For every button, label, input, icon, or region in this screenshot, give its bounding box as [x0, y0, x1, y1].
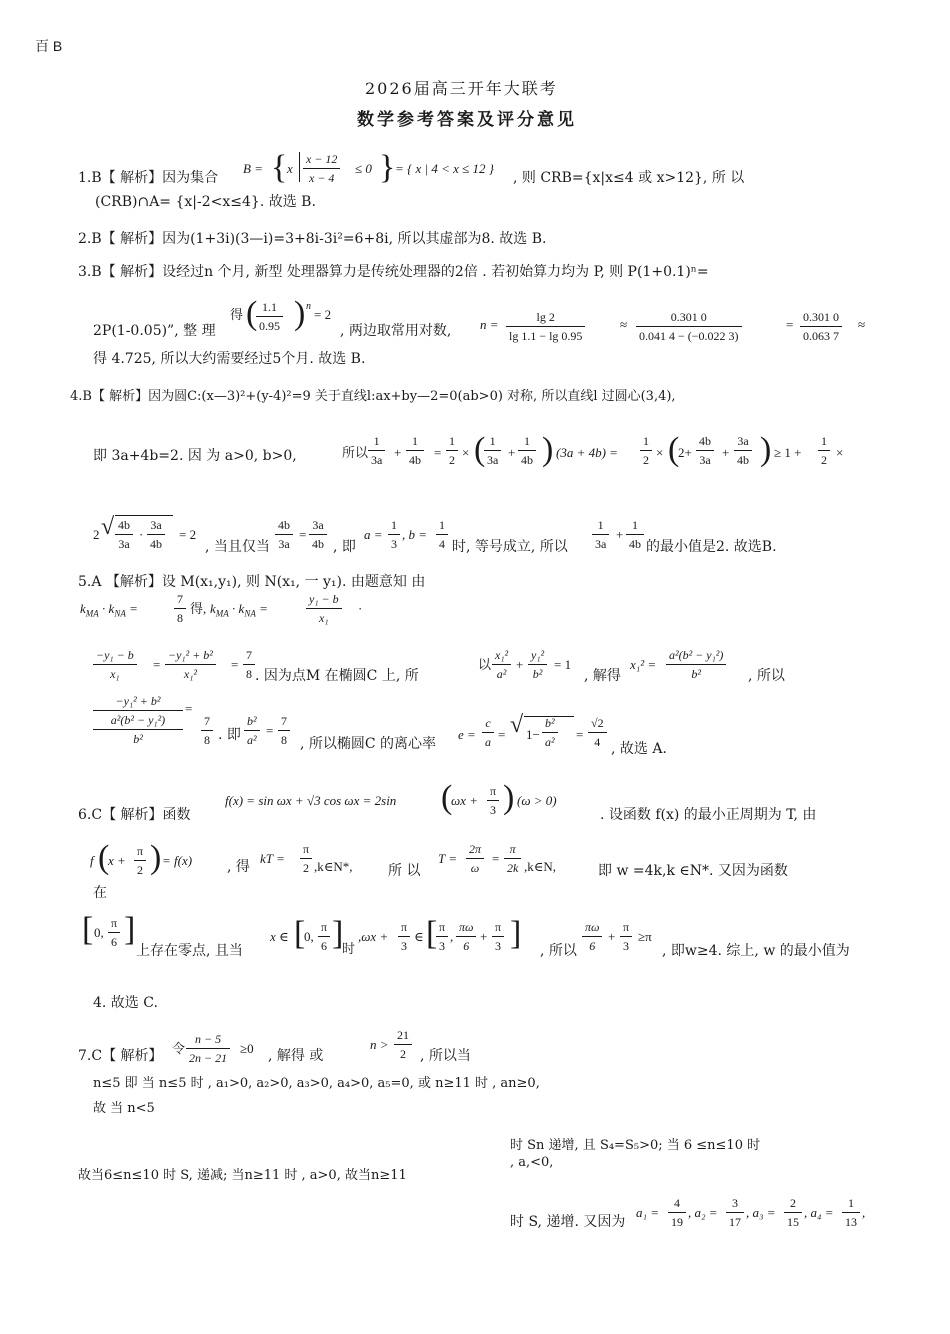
q7-line3: 故 当 n<5: [93, 1101, 155, 1116]
q7-formula-terms: a₁ = $\frac{4}{19}$ , a₂ = $\frac{3}{17}$ , a₃ = $\frac{2}{15}$ , a₄ = $\frac{1}{13}$ ,: [636, 1196, 866, 1229]
q5-line3a: . 因为点M 在椭圆C 上, 所: [255, 668, 419, 684]
q6-line3b: , 所以: [540, 943, 577, 959]
q6-lead: 6.C【 解析】函数: [78, 807, 191, 823]
corner-mark: 百 B: [35, 38, 63, 54]
q6-line3a: 上存在零点, 且当: [136, 943, 243, 959]
q7-line4: 时 Sn 递增, 且 S₄=S₅>0; 当 6 ≤n≤10 时: [510, 1138, 761, 1153]
q4-formula-ab: a = $\frac{1}{3}$ , b = $\frac{1}{4}$: [364, 514, 454, 554]
q6-line2c: 即 w =4k,k ∈N*. 又因为函数: [598, 863, 788, 879]
q5-formula-eccentricity: e = $\frac{c}{a}$ = √ 1− $\frac{\text{b²}}{\text{a²}}$ = $\frac{√2}{4}$: [458, 710, 614, 754]
q5-formula-compound: −y₁² + b² a²(b² − y₁²) b² = $\frac{7}{8}$: [93, 692, 218, 756]
page-subtitle: 数学参考答案及评分意见: [357, 110, 577, 130]
q4-line3a: , 当且仅当: [205, 539, 270, 555]
q6-formula-f: f(x) = sin ωx + √3 cos ωx = 2sin ( ωx + $\frac{\pi}{3}$ ) (ω > 0): [225, 779, 557, 817]
q6-formula-period: f ( x + $\frac{\pi}{2}$ ) = f(x): [90, 839, 193, 877]
q4-line3c: 时, 等号成立, 所以: [452, 539, 568, 555]
page-title: 2026届高三开年大联考: [365, 79, 558, 98]
q6-line2a: , 得: [227, 859, 250, 875]
q1-conclusion: (CRB)∩A= {x|-2<x≤4}. 故选 B.: [95, 194, 316, 210]
q5-line3c: , 所以: [748, 668, 785, 684]
q5-line4a: . 即: [218, 727, 241, 743]
q6-line2b: 所 以: [388, 863, 421, 879]
q4-formula-equal: $\frac{4b}{3a}$ = $\frac{3a}{4b}$: [275, 514, 335, 554]
q6-line3c: , 即w≥4. 综上, w 的最小值为: [662, 943, 850, 959]
q5-formula-slope: $k_{MA} \cdot k_{NA}$ = $\frac{7}{8}$ 得, $k_{MA} \cdot k_{NA}$ = $\frac{\text{y₁ − b}}{\text{x₁}}$ ·: [80, 592, 363, 625]
q6-formula-interval: [ 0, $\frac{\pi}{6}$ ]: [82, 911, 136, 949]
q5-formula-ellipse: 以 $\frac{\text{x₁²}}{\text{a²}}$ + $\frac{\text{y₁²}}{\text{b²}}$ = 1: [478, 648, 572, 681]
q6-conclusion: 4. 故选 C.: [93, 995, 158, 1011]
q5-line1: 5.A 【解析】设 M(x₁,y₁), 则 N(x₁, 一 y₁). 由题意知 由: [78, 574, 426, 590]
q7-formula-n: n > $\frac{21}{2}$: [370, 1024, 420, 1064]
q6-formula-T: T = $\frac{2\pi}{\omega}$ = $\frac{\pi}{2k}$ ,k∈N,: [438, 842, 557, 875]
q5-formula-ratio: $\frac{\text{b²}}{\text{a²}}$ = $\frac{7}{8}$: [244, 710, 300, 750]
q4-line1: 4.B【 解析】因为圆C:(x—3)²+(y-4)²=9 关于直线l:ax+by—2=0(ab>0) 对称, 所以直线l 过圆心(3,4),: [70, 389, 676, 404]
q3-log-text: , 两边取常用对数,: [340, 323, 452, 339]
q5-line4b: , 所以椭圆C 的离心率: [300, 736, 437, 752]
q6-formula-ineq: $\frac{\pi\omega}{6}$ + $\frac{\pi}{3}$ ≥π: [582, 914, 662, 956]
q3-formula-ratio: 得 ( $\frac{1.1}{0.95}$ ) n = 2: [230, 295, 332, 333]
q1-lead: 1.B【 解析】因为集合: [78, 170, 219, 186]
q6-formula-kT: kT = $\frac{\pi}{2}$ ,k∈N*,: [260, 842, 353, 875]
q7-line6: 故当6≤n≤10 时 S, 递减; 当n≥11 时 , a>0, 故当n≥11: [78, 1168, 407, 1183]
q7-line5: , a,<0,: [510, 1155, 554, 1170]
q7-lead: 7.C【 解析】: [78, 1048, 163, 1064]
q7-line1b: , 解得 或: [268, 1048, 324, 1064]
q4-formula-sqrt: 2 √ $\frac{4b}{3a}$ · $\frac{3a}{4b}$ = 2: [93, 514, 197, 551]
q6-formula-range: x ∈ [ 0, $\frac{\pi}{6}$ ] 时 ,ωx + $\frac{\pi}{3}$ ∈ [ $\frac{\pi}{3}$ , $\frac{\pi\omega}{6}$ + $\frac{\pi}{3}$ ]: [270, 915, 522, 956]
q7-line7a: 时 S, 递增. 又因为: [510, 1214, 626, 1230]
q3-conclusion: 得 4.725, 所以大约需要经过5个月. 故选 B.: [93, 351, 366, 367]
q7-line2: n≤5 即 当 n≤5 时 , a₁>0, a₂>0, a₃>0, a₄>0, a₅=0, 或 n≥11 时 , an≥0,: [93, 1076, 540, 1091]
q4-formula-expand: 所以 $\frac{1}{3a}$ + $\frac{1}{4b}$ = $\frac{1}{2}$ × ( $\frac{1}{3a}$ + $\frac{1}{4b}$ ) (3a + 4b) = $\frac{1}{2}$ × ( 2+ $\frac{4b}{3a}$ + $\frac{3a}{4b}$ ) ≥ 1 + $\frac{1}{2}$ ×: [342, 431, 844, 468]
q1-set-formula: B = { x $\frac{x - 12}{x - 4}$ ≤ 0 } = { x | 4 < x ≤ 12 }: [243, 149, 494, 186]
q5-line3b: , 解得: [584, 668, 621, 684]
q7-formula-ineq: 令 $\frac{n - 5}{2n - 21}$ ≥0: [172, 1032, 254, 1065]
q3-line2: 2P(1-0.05)”, 整 理: [93, 323, 216, 339]
q1-complement: , 则 CRB={x|x≤4 或 x>12}, 所 以: [513, 170, 745, 186]
q4-line3b: , 即: [333, 539, 356, 555]
q3-line1: 3.B【 解析】设经过n 个月, 新型 处理器算力是传统处理器的2倍 . 若初始算力均为 P, 则 P(1+0.1)ⁿ=: [78, 264, 709, 280]
q7-line1c: , 所以当: [420, 1048, 471, 1064]
q3-formula-log: n = $\frac{\lg 2}{\lg 1.1 - \lg 0.95}$ ≈ $\frac{0.301 0}{0.041 4 - (-0.022 3)}$ = $\frac{0.301 0}{0.063 7}$ ≈: [480, 310, 866, 343]
q6-line2d: 在: [93, 885, 107, 901]
q5-formula-product: $\frac{\text{−y₁ − b}}{\text{x₁}}$ = $\frac{\text{−y₁² + b²}}{\text{x₁²}}$ = $\frac{7}{8}$: [93, 644, 273, 684]
q6-line1b: . 设函数 f(x) 的最小正周期为 T, 由: [600, 807, 817, 823]
q4-formula-sum: $\frac{1}{3a}$ + $\frac{1}{4b}$: [592, 514, 648, 554]
answer-q2: 2.B【 解析】因为(1+3i)(3—i)=3+8i-3i²=6+8i, 所以其虚部为8. 故选 B.: [78, 231, 547, 247]
q5-conclusion: , 故选 A.: [611, 741, 667, 757]
q4-conclusion: 的最小值是2. 故选B.: [646, 539, 777, 555]
q5-formula-x1: x₁² = $\frac{\text{a²(b² − y₁²)}}{\text{b²}}$: [630, 644, 750, 684]
q4-line2: 即 3a+4b=2. 因 为 a>0, b>0,: [93, 448, 297, 464]
